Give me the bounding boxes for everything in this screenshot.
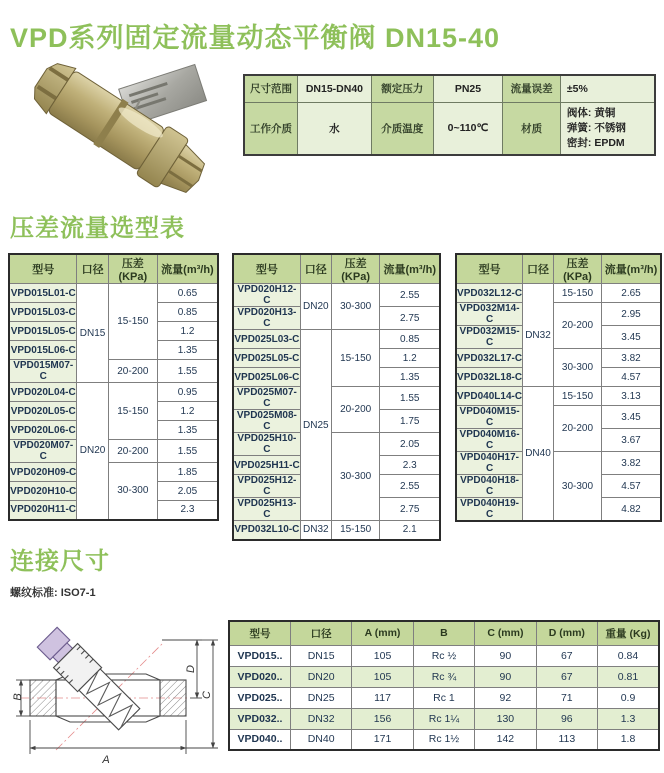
pressure-diff-cell: 20-200 xyxy=(331,387,380,433)
table-row xyxy=(229,729,659,750)
conn-dn-cell: DN25 xyxy=(290,687,351,708)
flow-cell: 3.82 xyxy=(602,349,661,368)
pressure-diff-cell: 30-300 xyxy=(331,433,380,521)
table-row xyxy=(9,360,218,383)
flow-cell: 1.35 xyxy=(380,368,440,387)
conn-b-cell: Rc ½ xyxy=(413,645,474,666)
col-header-model: 型号 xyxy=(233,254,300,284)
flow-cell: 1.55 xyxy=(157,440,218,463)
model-cell: VPD025M07-C xyxy=(233,387,300,410)
col-header-dp: 压差(KPa) xyxy=(331,254,380,284)
dimension-label-c: C xyxy=(201,691,213,699)
col-header-dn: 口径 xyxy=(523,254,554,284)
table-row xyxy=(233,433,440,456)
flow-cell: 3.82 xyxy=(602,452,661,475)
spec-value-size: DN15-DN40 xyxy=(297,75,371,102)
conn-model-cell: VPD032.. xyxy=(229,708,290,729)
model-cell: VPD015L06-C xyxy=(9,341,77,360)
conn-weight-cell: 0.81 xyxy=(598,666,659,687)
flow-cell: 2.05 xyxy=(157,482,218,501)
model-cell: VPD032L18-C xyxy=(456,368,523,387)
page-title: VPD系列固定流量动态平衡阀 DN15-40 xyxy=(10,23,501,53)
model-cell: VPD025L05-C xyxy=(233,349,300,368)
conn-a-cell: 117 xyxy=(352,687,413,708)
model-cell: VPD020M07-C xyxy=(9,440,77,463)
flow-cell: 1.85 xyxy=(157,463,218,482)
pressure-diff-cell: 30-300 xyxy=(553,452,601,522)
table-row xyxy=(456,349,661,368)
model-cell: VPD025L03-C xyxy=(233,330,300,349)
pressure-diff-cell: 15-150 xyxy=(108,284,157,360)
conn-col-header-dn: 口径 xyxy=(290,621,351,645)
spec-value-pressure: PN25 xyxy=(433,75,503,102)
table-row xyxy=(229,687,659,708)
model-cell: VPD025H11-C xyxy=(233,456,300,475)
flow-cell: 3.45 xyxy=(602,326,661,349)
conn-d-cell: 71 xyxy=(536,687,597,708)
dimension-label-a: A xyxy=(102,754,110,766)
table-row xyxy=(9,440,218,463)
flow-cell: 1.2 xyxy=(157,322,218,341)
model-cell: VPD032M14-C xyxy=(456,303,523,326)
pressure-diff-cell: 30-300 xyxy=(108,463,157,520)
model-cell: VPD020H13-C xyxy=(233,307,300,330)
conn-b-cell: Rc ¾ xyxy=(413,666,474,687)
flow-cell: 1.55 xyxy=(157,360,218,383)
flow-cell: 4.57 xyxy=(602,475,661,498)
conn-model-cell: VPD020.. xyxy=(229,666,290,687)
conn-col-header-model: 型号 xyxy=(229,621,290,645)
col-header-dn: 口径 xyxy=(77,254,108,284)
conn-c-cell: 90 xyxy=(475,666,536,687)
model-cell: VPD040M16-C xyxy=(456,429,523,452)
model-cell: VPD020H12-C xyxy=(233,284,300,307)
col-header-model: 型号 xyxy=(9,254,77,284)
pressure-diff-cell: 15-150 xyxy=(331,521,380,540)
model-cell: VPD040H17-C xyxy=(456,452,523,475)
spec-value-tolerance: ±5% xyxy=(560,75,655,102)
model-cell: VPD025H12-C xyxy=(233,475,300,498)
flow-cell: 2.05 xyxy=(380,433,440,456)
col-header-flow: 流量(m³/h) xyxy=(602,254,661,284)
spec-value-medium: 水 xyxy=(297,102,371,155)
flow-cell: 3.45 xyxy=(602,406,661,429)
conn-dn-cell: DN15 xyxy=(290,645,351,666)
material-line: 弹簧: 不锈钢 xyxy=(566,121,626,134)
pressure-diff-cell: 30-300 xyxy=(331,284,380,330)
conn-a-cell: 171 xyxy=(352,729,413,750)
table-row xyxy=(456,303,661,326)
flow-cell: 4.82 xyxy=(602,498,661,522)
pressure-diff-cell: 15-150 xyxy=(331,330,380,387)
spec-label-material: 材质 xyxy=(503,102,561,155)
flow-cell: 0.65 xyxy=(157,284,218,303)
thread-standard-note: 螺纹标准: ISO7-1 xyxy=(10,587,96,599)
flow-cell: 2.3 xyxy=(380,456,440,475)
col-header-dp: 压差(KPa) xyxy=(108,254,157,284)
spec-value-material xyxy=(560,102,655,155)
conn-model-cell: VPD015.. xyxy=(229,645,290,666)
flow-cell: 4.57 xyxy=(602,368,661,387)
dimension-label-b: B xyxy=(12,693,24,701)
model-cell: VPD032L17-C xyxy=(456,349,523,368)
table-row xyxy=(229,666,659,687)
selection-table-3 xyxy=(455,253,662,522)
selection-table-2 xyxy=(232,253,441,541)
flow-cell: 1.75 xyxy=(380,410,440,433)
flow-cell: 0.85 xyxy=(380,330,440,349)
conn-dn-cell: DN32 xyxy=(290,708,351,729)
dimension-label-d: D xyxy=(185,665,197,673)
spec-label-pressure: 额定压力 xyxy=(371,75,433,102)
table-row xyxy=(456,387,661,406)
col-header-flow: 流量(m³/h) xyxy=(157,254,218,284)
pressure-diff-cell: 20-200 xyxy=(553,303,601,349)
selection-section-title: 压差流量选型表 xyxy=(10,215,185,242)
pressure-diff-cell: 30-300 xyxy=(553,349,601,387)
model-cell: VPD040H18-C xyxy=(456,475,523,498)
table-row xyxy=(456,452,661,475)
model-cell: VPD040M15-C xyxy=(456,406,523,429)
table-row xyxy=(233,330,440,349)
model-cell: VPD040H19-C xyxy=(456,498,523,522)
valve-photo-illustration xyxy=(12,58,240,198)
valve-cross-section xyxy=(30,625,186,731)
conn-weight-cell: 0.9 xyxy=(598,687,659,708)
connection-section-title: 连接尺寸 xyxy=(10,548,110,575)
model-cell: VPD020L04-C xyxy=(9,383,77,402)
model-cell: VPD015M07-C xyxy=(9,360,77,383)
conn-c-cell: 92 xyxy=(475,687,536,708)
conn-b-cell: Rc 1 xyxy=(413,687,474,708)
model-cell: VPD015L01-C xyxy=(9,284,77,303)
conn-a-cell: 105 xyxy=(352,645,413,666)
material-line: 密封: EPDM xyxy=(566,136,625,149)
model-cell: VPD015L03-C xyxy=(9,303,77,322)
col-header-model: 型号 xyxy=(456,254,523,284)
flow-cell: 1.2 xyxy=(380,349,440,368)
dimension-a xyxy=(30,720,186,754)
model-cell: VPD040L14-C xyxy=(456,387,523,406)
conn-col-header-a: A (mm) xyxy=(352,621,413,645)
col-header-dn: 口径 xyxy=(300,254,331,284)
conn-c-cell: 130 xyxy=(475,708,536,729)
flow-cell: 2.95 xyxy=(602,303,661,326)
conn-c-cell: 142 xyxy=(475,729,536,750)
table-row xyxy=(233,521,440,540)
conn-d-cell: 113 xyxy=(536,729,597,750)
diameter-cell: DN40 xyxy=(523,387,554,522)
model-cell: VPD020H09-C xyxy=(9,463,77,482)
flow-cell: 1.35 xyxy=(157,341,218,360)
flow-cell: 2.75 xyxy=(380,498,440,521)
conn-weight-cell: 1.8 xyxy=(598,729,659,750)
conn-col-header-c: C (mm) xyxy=(475,621,536,645)
table-row xyxy=(233,387,440,410)
model-cell: VPD020L05-C xyxy=(9,402,77,421)
flow-cell: 2.55 xyxy=(380,284,440,307)
flow-cell: 2.1 xyxy=(380,521,440,540)
model-cell: VPD020H10-C xyxy=(9,482,77,501)
dimension-drawing xyxy=(12,598,222,768)
conn-model-cell: VPD025.. xyxy=(229,687,290,708)
table-row xyxy=(456,406,661,429)
conn-b-cell: Rc 1¼ xyxy=(413,708,474,729)
table-row xyxy=(233,284,440,307)
conn-a-cell: 105 xyxy=(352,666,413,687)
flow-cell: 2.3 xyxy=(157,501,218,520)
pressure-diff-cell: 20-200 xyxy=(108,360,157,383)
conn-weight-cell: 1.3 xyxy=(598,708,659,729)
model-cell: VPD020L06-C xyxy=(9,421,77,440)
flow-cell: 2.75 xyxy=(380,307,440,330)
conn-a-cell: 156 xyxy=(352,708,413,729)
diameter-cell: DN20 xyxy=(77,383,108,520)
diameter-cell: DN32 xyxy=(523,284,554,387)
conn-d-cell: 67 xyxy=(536,666,597,687)
spec-label-size: 尺寸范围 xyxy=(244,75,297,102)
selection-table-1 xyxy=(8,253,219,521)
pressure-diff-cell: 15-150 xyxy=(553,387,601,406)
material-line: 阀体: 黄铜 xyxy=(566,106,616,119)
flow-cell: 0.95 xyxy=(157,383,218,402)
model-cell: VPD020H11-C xyxy=(9,501,77,520)
conn-dn-cell: DN40 xyxy=(290,729,351,750)
table-row xyxy=(9,383,218,402)
conn-weight-cell: 0.84 xyxy=(598,645,659,666)
model-cell: VPD025L06-C xyxy=(233,368,300,387)
product-photo xyxy=(12,58,240,198)
table-row xyxy=(229,645,659,666)
flow-cell: 1.35 xyxy=(157,421,218,440)
conn-col-header-d: D (mm) xyxy=(536,621,597,645)
spec-label-temp: 介质温度 xyxy=(371,102,433,155)
conn-d-cell: 96 xyxy=(536,708,597,729)
model-cell: VPD025H13-C xyxy=(233,498,300,521)
flow-cell: 0.85 xyxy=(157,303,218,322)
col-header-flow: 流量(m³/h) xyxy=(380,254,440,284)
conn-col-header-b: B xyxy=(413,621,474,645)
model-cell: VPD015L05-C xyxy=(9,322,77,341)
model-cell: VPD032M15-C xyxy=(456,326,523,349)
spec-table xyxy=(243,74,656,156)
spec-label-medium: 工作介质 xyxy=(244,102,297,155)
diameter-cell: DN32 xyxy=(300,521,331,540)
flow-cell: 3.67 xyxy=(602,429,661,452)
flow-cell: 1.2 xyxy=(157,402,218,421)
conn-col-header-weight: 重量 (Kg) xyxy=(598,621,659,645)
connection-table xyxy=(228,620,660,751)
flow-cell: 2.55 xyxy=(380,475,440,498)
spec-label-tolerance: 流量误差 xyxy=(503,75,561,102)
model-cell: VPD025M08-C xyxy=(233,410,300,433)
spec-value-temp: 0~110℃ xyxy=(433,102,503,155)
pressure-diff-cell: 20-200 xyxy=(553,406,601,452)
flow-cell: 3.13 xyxy=(602,387,661,406)
diameter-cell: DN20 xyxy=(300,284,331,330)
model-cell: VPD032L10-C xyxy=(233,521,300,540)
table-row xyxy=(9,284,218,303)
pressure-diff-cell: 15-150 xyxy=(553,284,601,303)
diameter-cell: DN15 xyxy=(77,284,108,383)
table-row xyxy=(9,463,218,482)
table-row xyxy=(456,284,661,303)
conn-dn-cell: DN20 xyxy=(290,666,351,687)
model-cell: VPD025H10-C xyxy=(233,433,300,456)
conn-d-cell: 67 xyxy=(536,645,597,666)
model-cell: VPD032L12-C xyxy=(456,284,523,303)
diameter-cell: DN25 xyxy=(300,330,331,521)
conn-model-cell: VPD040.. xyxy=(229,729,290,750)
pressure-diff-cell: 20-200 xyxy=(108,440,157,463)
col-header-dp: 压差(KPa) xyxy=(553,254,601,284)
table-row xyxy=(229,708,659,729)
conn-c-cell: 90 xyxy=(475,645,536,666)
flow-cell: 1.55 xyxy=(380,387,440,410)
pressure-diff-cell: 15-150 xyxy=(108,383,157,440)
conn-b-cell: Rc 1½ xyxy=(413,729,474,750)
flow-cell: 2.65 xyxy=(602,284,661,303)
